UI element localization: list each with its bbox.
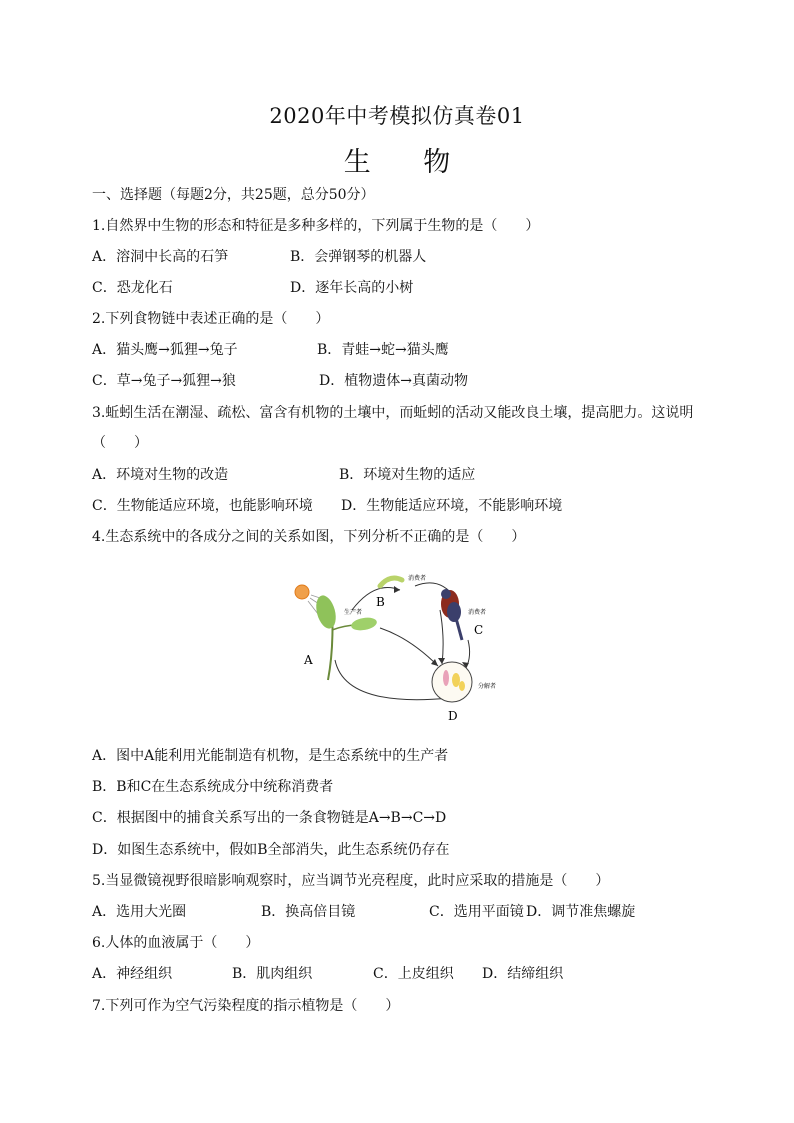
bird-icon [441,589,462,640]
caterpillar-icon [380,578,402,586]
question-1-stem: 1.自然界中生物的形态和特征是多种多样的，下列属于生物的是（ ） [92,218,540,234]
question-3-option-d: D．生物能适应环境，不能影响环境 [341,498,563,514]
question-5-option-b: B．换高倍目镜 [261,904,356,920]
question-6-option-a: A．神经组织 [92,966,173,982]
decomposer-icon [432,662,472,702]
question-5-stem: 5.当显微镜视野很暗影响观察时，应当调节光亮程度，此时应采取的措施是（ ） [92,873,610,889]
question-1-option-c: C．恐龙化石 [92,280,173,296]
question-2-option-d: D．植物遗体→真菌动物 [319,373,468,389]
question-6-option-c: C．上皮组织 [373,966,454,982]
question-5-option-d: D．调节准焦螺旋 [526,904,636,920]
question-3-option-b: B．环境对生物的适应 [339,467,476,483]
question-2-option-a: A．猫头鹰→狐狸→兔子 [92,342,238,358]
label-c: C [474,623,484,637]
label-consumer-c: 消费者 [468,609,487,616]
label-a: A [304,653,313,667]
question-1-option-a: A．溶洞中长高的石笋 [92,249,229,265]
plant-icon [313,593,378,680]
question-1-option-d: D．逐年长高的小树 [290,280,414,296]
question-4-option-c: C．根据图中的捕食关系写出的一条食物链是A→B→C→D [92,810,447,826]
question-2-stem: 2.下列食物链中表述正确的是（ ） [92,311,330,327]
section-heading: 一、选择题（每题2分，共25题，总分50分） [92,187,375,203]
question-6-option-d: D．结缔组织 [482,966,564,982]
question-2-option-b: B．青蛙→蛇→猫头鹰 [317,342,449,358]
question-1-option-b: B．会弹钢琴的机器人 [290,249,427,265]
question-7-stem: 7.下列可作为空气污染程度的指示植物是（ ） [92,998,400,1014]
question-4-option-b: B．B和C在生态系统成分中统称消费者 [92,779,334,795]
question-5-option-a: A．选用大光圈 [92,904,187,920]
question-4-stem: 4.生态系统中的各成分之间的关系如图，下列分析不正确的是（ ） [92,529,526,545]
exam-title: 2020年中考模拟仿真卷01 [269,104,525,128]
question-3-stem-paren: （ ） [92,435,148,451]
label-decomposer: 分解者 [478,683,497,690]
question-3-option-c: C．生物能适应环境，也能影响环境 [92,498,313,514]
question-3-stem: 3.蚯蚓生活在潮湿、疏松、富含有机物的土壤中，而蚯蚓的活动又能改良土壤，提高肥力。这说明 [92,405,694,421]
subject-title: 生 物 [343,147,473,178]
label-producer: 生产者 [344,609,363,616]
question-4-option-a: A．图中A能利用光能制造有机物，是生态系统中的生产者 [92,748,449,764]
question-3-option-a: A．环境对生物的改造 [92,467,229,483]
question-4-option-d: D．如图生态系统中，假如B全部消失，此生态系统仍存在 [92,842,450,858]
label-b: B [376,595,385,609]
question-6-stem: 6.人体的血液属于（ ） [92,935,260,951]
question-5-option-c: C．选用平面镜 [429,904,524,920]
ecosystem-diagram [290,568,510,728]
label-consumer-b: 消费者 [408,575,427,582]
question-6-option-b: B．肌肉组织 [232,966,313,982]
label-d: D [448,709,458,723]
question-2-option-c: C．草→兔子→狐狸→狼 [92,373,236,389]
